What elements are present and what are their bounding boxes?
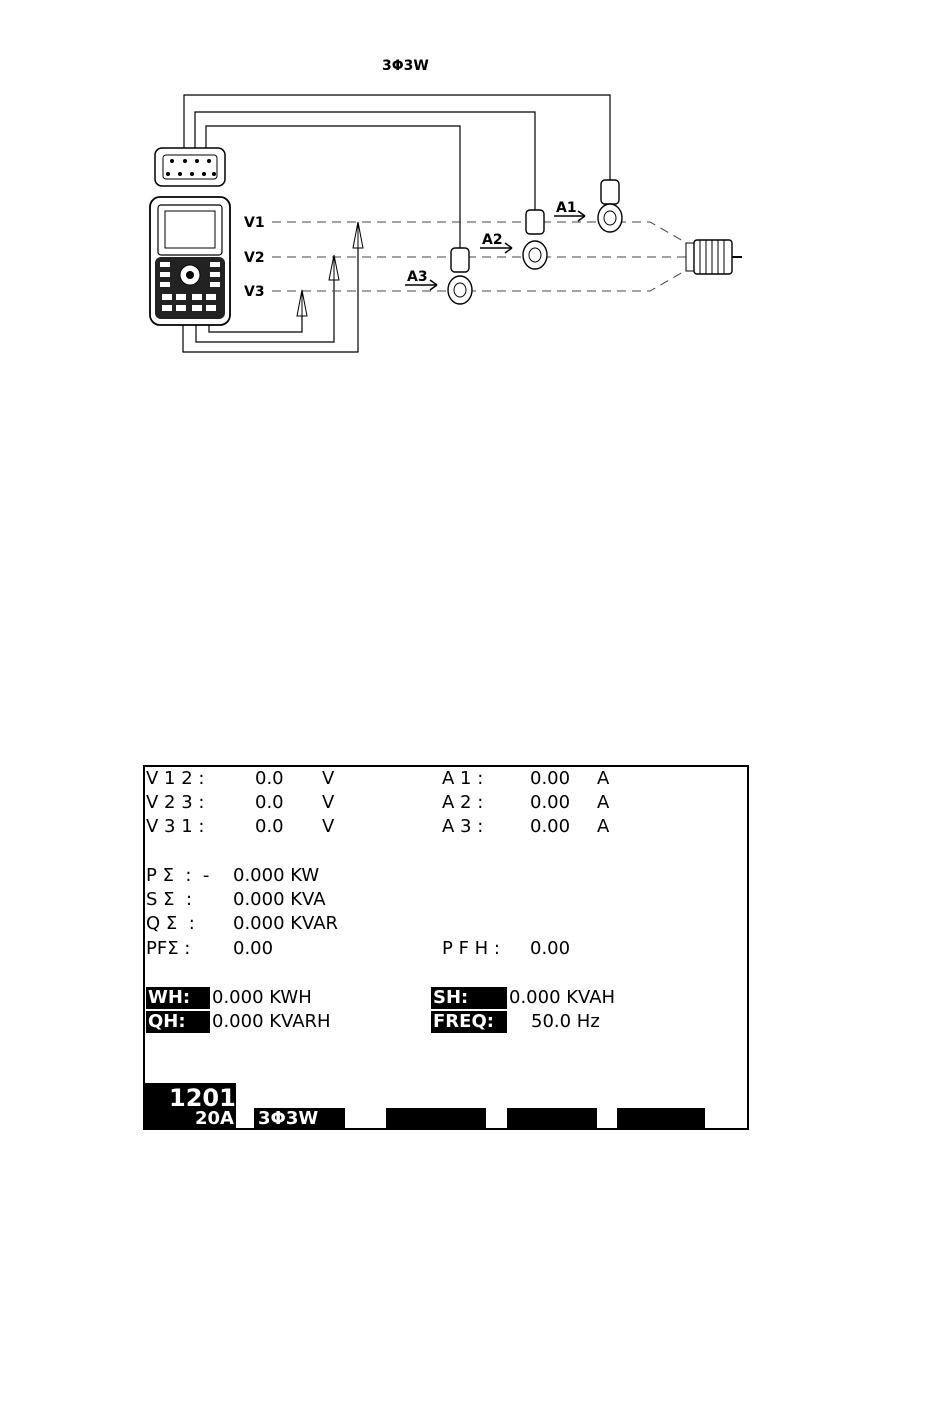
v12-value: 0.0 — [255, 768, 284, 789]
v1-label: V1 — [244, 215, 265, 231]
v12-label: V 1 2 : — [146, 768, 205, 789]
a2-label: A2 — [482, 232, 503, 248]
a3-label: A 3 : — [442, 816, 484, 837]
v31-value: 0.0 — [255, 816, 284, 837]
p-sum-value: 0.000 KW — [233, 865, 320, 886]
v31-unit: V — [322, 816, 335, 837]
wiring-diagram — [0, 0, 950, 400]
current-clamp-a3 — [448, 248, 472, 304]
sh-label: SH: — [431, 987, 507, 1009]
sh-value: 0.000 KVAH — [509, 987, 616, 1008]
s-sum-label: S Σ : — [146, 889, 193, 910]
q-sum-label: Q Σ : — [146, 913, 195, 934]
v31-label: V 3 1 : — [146, 816, 205, 837]
freq-value: 50.0 Hz — [531, 1011, 600, 1032]
v23-value: 0.0 — [255, 792, 284, 813]
qh-label: QH: — [146, 1011, 210, 1033]
range-value: 20A — [195, 1108, 234, 1129]
ct-badge — [507, 1108, 597, 1173]
connector-plug — [155, 148, 225, 186]
voltage-probe-v3 — [297, 290, 307, 316]
v2-label: V2 — [244, 250, 265, 266]
a3-unit: A — [597, 816, 610, 837]
diagram-title: 3Φ3W — [382, 58, 429, 74]
a1-value: 0.00 — [530, 768, 571, 789]
sec-value: 2 — [465, 1152, 478, 1173]
pf-sum-value: 0.00 — [233, 938, 274, 959]
wh-label: WH: — [146, 987, 210, 1009]
a2-value: 0.00 — [530, 792, 571, 813]
power-meter-device — [150, 197, 230, 325]
a3-label: A3 — [407, 269, 428, 285]
q-sum-value: 0.000 KVAR — [233, 913, 339, 934]
ct-label: CT: — [511, 1130, 543, 1151]
s-sum-value: 0.000 KVA — [233, 889, 326, 910]
a3-value: 0.00 — [530, 816, 571, 837]
a2-label: A 2 : — [442, 792, 484, 813]
pfh-label: P F H : — [442, 938, 500, 959]
qh-value: 0.000 KVARH — [212, 1011, 331, 1032]
voltage-probe-v2 — [329, 255, 339, 280]
current-clamp-a2 — [523, 210, 547, 269]
sec-badge — [386, 1108, 486, 1173]
sec-label: SEC: — [390, 1130, 436, 1151]
a1-label: A 1 : — [442, 768, 484, 789]
freq-label: FREQ: — [431, 1011, 507, 1033]
voltage-probe-v1 — [353, 222, 363, 248]
model-number: 1201 — [169, 1084, 236, 1112]
v3-label: V3 — [244, 284, 265, 300]
a1-label: A1 — [556, 200, 577, 216]
current-clamp-a1 — [598, 180, 622, 232]
v23-label: V 2 3 : — [146, 792, 205, 813]
wiring-mode-badge: 3Φ3W — [254, 1108, 345, 1130]
pf-sum-label: PFΣ : — [146, 938, 191, 959]
pt-badge — [617, 1108, 705, 1173]
pt-label: PT: — [621, 1130, 653, 1151]
p-sum-label: P Σ : - — [146, 865, 210, 886]
motor-icon — [686, 240, 742, 274]
a1-unit: A — [597, 768, 610, 789]
pt-value: 1 — [686, 1152, 699, 1173]
wh-value: 0.000 KWH — [212, 987, 312, 1008]
v23-unit: V — [322, 792, 335, 813]
pfh-value: 0.00 — [530, 938, 571, 959]
meter-display-screen — [143, 765, 749, 1173]
a2-unit: A — [597, 792, 610, 813]
model-badge — [145, 1083, 236, 1130]
v12-unit: V — [322, 768, 335, 789]
ct-value: 1 — [578, 1152, 591, 1173]
